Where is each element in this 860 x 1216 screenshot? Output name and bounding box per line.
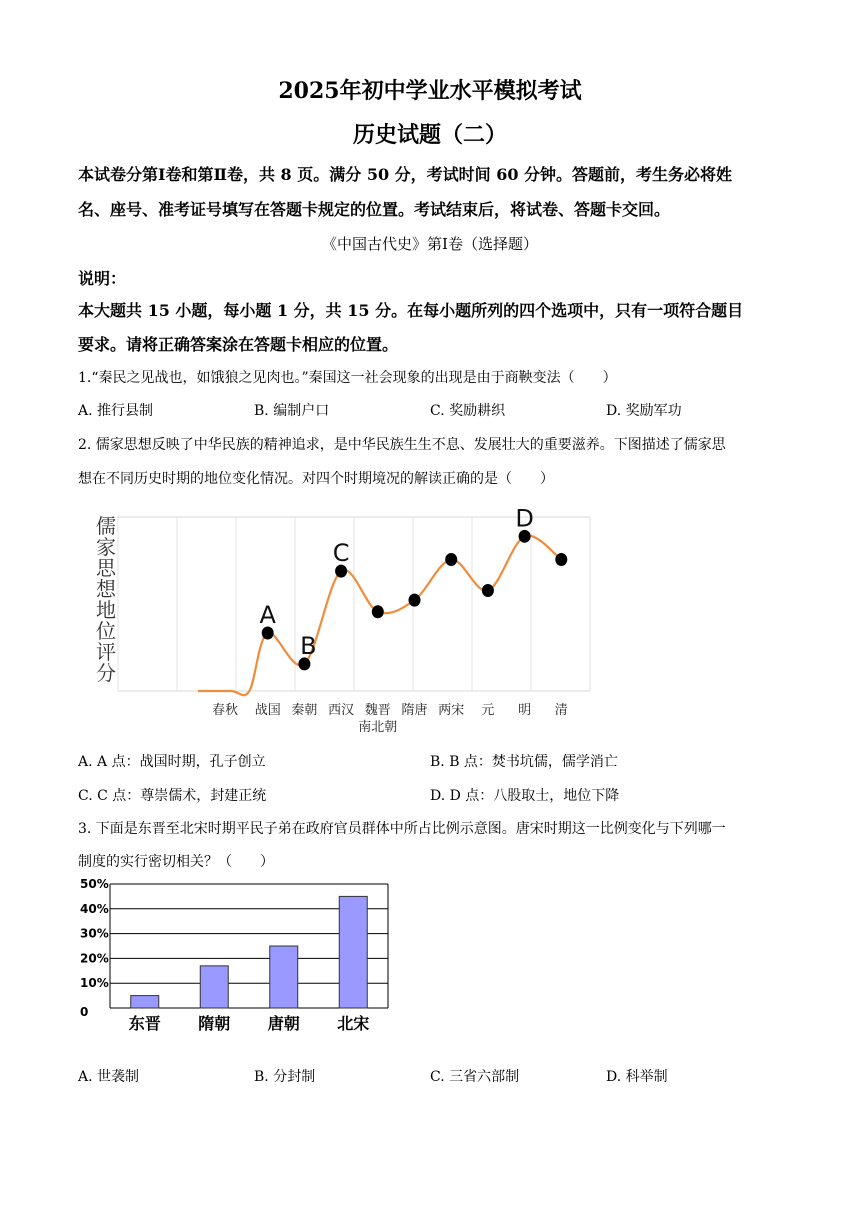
note-line-1: 本大题共 15 小题，每小题 1 分，共 15 分。在每小题所列的四个选项中，只有一项符合题目 <box>78 301 744 320</box>
y-label-char: 家 <box>96 535 116 559</box>
chart-grid <box>118 517 590 691</box>
q2-option-c[interactable]: C. C 点：尊崇儒术，封建正统 <box>78 788 267 804</box>
y-label-char: 思 <box>96 556 116 580</box>
note-label: 说明： <box>78 269 127 288</box>
x-tick-label: 唐朝 <box>267 1014 300 1033</box>
point-label-a: A <box>259 601 276 629</box>
data-point <box>409 594 421 607</box>
bar <box>270 946 298 1008</box>
data-point <box>555 553 567 566</box>
x-tick-label: 明 <box>518 703 532 718</box>
y-tick-label: 30% <box>80 926 109 941</box>
y-label-char: 儒 <box>96 514 116 538</box>
x-tick-label: 两宋 <box>438 703 465 718</box>
x-tick-label: 清 <box>554 703 568 718</box>
y-label-char: 位 <box>96 619 116 643</box>
q1-option-a[interactable]: A. 推行县制 <box>78 403 154 419</box>
commoner-officials-ratio-chart <box>70 872 410 1037</box>
axis-labels <box>80 877 369 1033</box>
bar <box>339 896 367 1008</box>
bar <box>131 996 159 1008</box>
q2-stem-line-1: 2. 儒家思想反映了中华民族的精神追求，是中华民族生生不息、发展壮大的重要滋养。下图描述了儒家思 <box>78 437 726 453</box>
x-axis-labels <box>212 702 568 735</box>
x-tick-label: 北宋 <box>337 1014 370 1033</box>
y-tick-label: 50% <box>80 877 109 891</box>
y-axis-label <box>96 514 117 685</box>
confucianism-status-chart <box>78 505 618 740</box>
point-label-c: C <box>332 539 350 568</box>
x-tick-label: 隋唐 <box>401 703 428 718</box>
y-label-char: 评 <box>96 640 116 664</box>
x-tick-label: 秦朝 <box>291 703 318 718</box>
instructions-line-1: 本试卷分第Ⅰ卷和第Ⅱ卷，共 8 页。满分 50 分，考试时间 60 分钟。答题前，考生务必将姓 <box>78 165 733 184</box>
y-tick-label: 10% <box>80 976 109 991</box>
y-tick-label: 0 <box>80 1005 89 1019</box>
x-tick-label: 隋朝 <box>198 1014 231 1033</box>
q1-option-b[interactable]: B. 编制户口 <box>254 403 330 419</box>
y-tick-label: 40% <box>80 901 109 916</box>
x-tick-label: 战国 <box>254 703 281 718</box>
q3-stem-line-2: 制度的实行密切相关？（ ） <box>78 854 274 870</box>
q2-option-d[interactable]: D. D 点：八股取士，地位下降 <box>430 788 620 804</box>
section-title: 《中国古代史》第Ⅰ卷（选择题） <box>322 235 538 253</box>
x-tick-label: 元 <box>481 703 495 718</box>
point-label-d: D <box>515 505 534 533</box>
x-tick-sublabel: 南北朝 <box>358 720 398 735</box>
x-tick-label: 西汉 <box>328 703 355 718</box>
data-point <box>372 605 384 618</box>
data-point <box>482 584 494 597</box>
q1-option-d[interactable]: D. 奖励军功 <box>606 403 682 419</box>
y-label-char: 地 <box>96 598 116 622</box>
q3-option-d[interactable]: D. 科举制 <box>606 1069 668 1085</box>
q3-option-a[interactable]: A. 世袭制 <box>78 1069 140 1085</box>
exam-title: 2025年初中学业水平模拟考试 <box>278 78 582 104</box>
q3-option-c[interactable]: C. 三省六部制 <box>430 1069 520 1085</box>
instructions-line-2: 名、座号、准考证号填写在答题卡规定的位置。考试结束后，将试卷、答题卡交回。 <box>78 200 671 219</box>
q1-option-c[interactable]: C. 奖励耕织 <box>430 403 506 419</box>
bars <box>131 896 368 1008</box>
q1-stem: 1.“秦民之见战也，如饿狼之见肉也。”秦国这一社会现象的出现是由于商鞅变法（ ） <box>78 370 617 386</box>
x-tick-label: 魏晋 <box>364 703 391 718</box>
x-tick-label: 春秋 <box>211 703 239 718</box>
bar <box>200 966 228 1008</box>
y-tick-label: 20% <box>80 951 109 966</box>
exam-subtitle: 历史试题（二） <box>352 122 507 148</box>
q2-option-b[interactable]: B. B 点：焚书坑儒，儒学消亡 <box>430 754 618 770</box>
x-tick-label: 东晋 <box>128 1014 161 1033</box>
point-label-b: B <box>300 631 317 660</box>
q2-stem-line-2: 想在不同历史时期的地位变化情况。对四个时期境况的解读正确的是（ ） <box>78 471 554 487</box>
y-label-char: 想 <box>96 577 116 601</box>
q3-stem-line-1: 3. 下面是东晋至北宋时期平民子弟在政府官员群体中所占比例示意图。唐宋时期这一比例变化与下列哪一 <box>78 821 726 837</box>
note-line-2: 要求。请将正确答案涂在答题卡相应的位置。 <box>78 335 399 354</box>
q3-option-b[interactable]: B. 分封制 <box>254 1069 316 1085</box>
data-point <box>445 553 457 566</box>
q2-option-a[interactable]: A. A 点：战国时期，孔子创立 <box>78 754 266 770</box>
y-label-char: 分 <box>96 661 116 685</box>
